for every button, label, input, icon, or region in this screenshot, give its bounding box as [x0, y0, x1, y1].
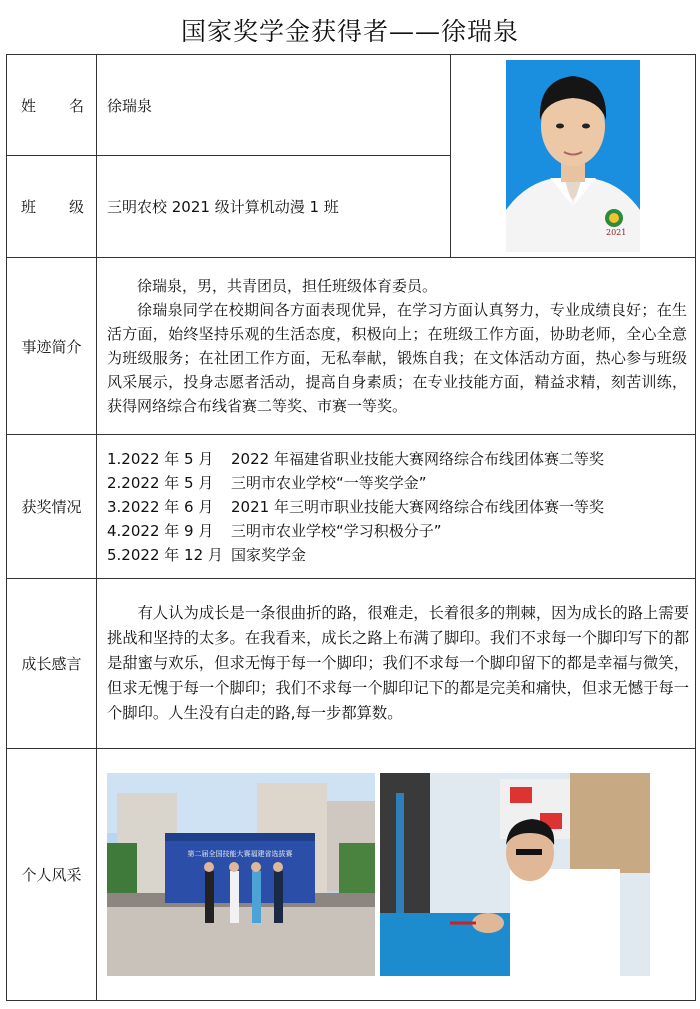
- award-desc: 2021 年三明市职业技能大赛网络综合布线团体赛一等奖: [231, 497, 604, 516]
- student-portrait: [506, 60, 640, 252]
- award-desc: 三明市农业学校“一等奖学金”: [231, 473, 427, 492]
- style-label: 个人风采: [7, 749, 97, 1001]
- deeds-content: [97, 258, 696, 435]
- award-desc: 国家奖学金: [231, 545, 307, 564]
- banner-text: 第二届全国技能大赛福建省选拔赛: [187, 850, 293, 858]
- profile-table: [6, 54, 696, 1001]
- name-value: 徐瑞泉: [97, 55, 451, 156]
- award-item: [107, 519, 687, 543]
- style-photos: [97, 749, 696, 1001]
- group-photo-illustration: [107, 773, 375, 976]
- award-item: [107, 471, 687, 495]
- award-item: [107, 495, 687, 519]
- class-label-cell: [7, 156, 97, 258]
- award-item: [107, 447, 687, 471]
- class-label-char-1: 班: [21, 198, 37, 216]
- deeds-paragraph-1: 徐瑞泉，男，共青团员，担任班级体育委员。: [137, 277, 438, 295]
- page-title: 国家奖学金获得者——徐瑞泉: [180, 17, 519, 46]
- competition-group-photo: [107, 773, 375, 976]
- portrait-illustration: [506, 60, 640, 252]
- growth-paragraph: 有人认为成长是一条很曲折的路，很难走，长着很多的荆棘，因为成长的路上需要挑战和坚持的太多。在我看来，成长之路上布满了脚印。我们不求每一个脚印写下的都是甜蜜与欢乐，但求无悔于每一个脚印；我们不求每一个脚印留下的都是幸福与微笑，但求无愧于每一个脚印；我们不求每一个脚印记下的都是完美和痛快，但求无憾于每一个脚印。人生没有白走的路,每一步都算数。: [107, 604, 689, 722]
- award-date: 4.2022 年 9 月: [107, 521, 214, 540]
- training-photo-illustration: [380, 773, 650, 976]
- growth-content: [97, 579, 696, 749]
- deeds-label: 事迹简介: [7, 258, 97, 435]
- award-date: 2.2022 年 5 月: [107, 473, 214, 492]
- awards-label: 获奖情况: [7, 435, 97, 579]
- portrait-badge-year: 2021: [606, 228, 627, 237]
- class-label-char-2: 级: [68, 198, 84, 216]
- award-date: 5.2022 年 12 月: [107, 545, 223, 564]
- award-item: [107, 543, 687, 567]
- training-photo: [380, 773, 650, 976]
- growth-label: 成长感言: [7, 579, 97, 749]
- portrait-cell: [451, 55, 696, 258]
- award-desc: 2022 年福建省职业技能大赛网络综合布线团体赛二等奖: [231, 449, 604, 468]
- award-desc: 三明市农业学校“学习积极分子”: [231, 521, 442, 540]
- award-date: 3.2022 年 6 月: [107, 497, 214, 516]
- name-label-char-2: 名: [68, 96, 84, 115]
- deeds-paragraph-2: 徐瑞泉同学在校期间各方面表现优异，在学习方面认真努力，专业成绩良好；在生活方面，始终坚持乐观的生活态度，积极向上；在班级工作方面，协助老师，全心全意为班级服务；在社团工作方面，无私奉献，锻炼自我；在文体活动方面，热心参与班级风采展示，投身志愿者活动，提高自身素质；在专业技能方面，精益求精，刻苦训练，获得网络综合布线省赛二等奖、市赛一等奖。: [107, 301, 687, 415]
- name-label-cell: [7, 55, 97, 156]
- class-value: 三明农校 2021 级计算机动漫 1 班: [97, 156, 451, 258]
- awards-list: [97, 435, 696, 579]
- award-date: 1.2022 年 5 月: [107, 449, 214, 468]
- name-label-char-1: 姓: [21, 96, 37, 115]
